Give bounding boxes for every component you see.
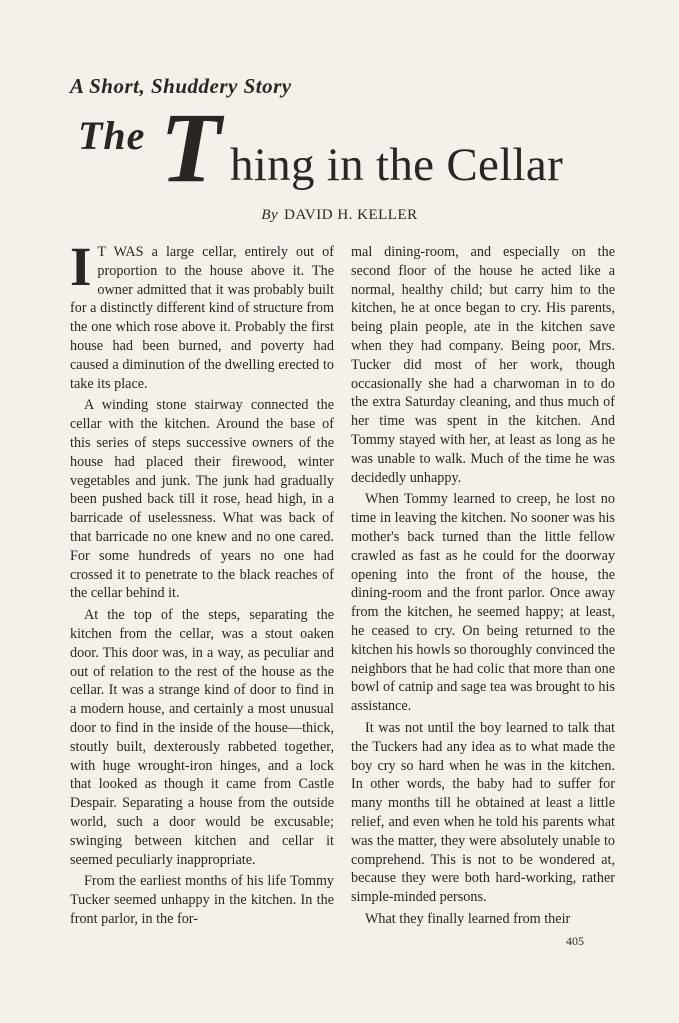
paragraph: From the earliest months of his life Tommy Tucker seemed unhappy in the kitchen. In the front parlor, in the for- <box>70 873 334 927</box>
title-main: hing in the Cellar <box>230 139 564 191</box>
title-initial-letter: T <box>160 92 222 203</box>
paragraph <box>70 236 334 393</box>
right-column <box>351 243 615 929</box>
byline-author: DAVID H. KELLER <box>284 207 418 223</box>
paragraph: What they finally learned from their <box>365 910 571 927</box>
paragraph: mal dining-room, and especially on the second floor of the house he acted like a normal, healthy child; but carry him to the kitchen, he at once began to cry. His parents, being plain people, ate in the kitchen save when they had company. Being poor, Mrs. Tucker did most of her work, though occasionally she had a charwoman in to do the extra Saturday cleaning, and thus much of her time was spent in the kitchen. And Tommy stayed with her, at least as long as he was unable to walk. Much of the time he was decidedly unhappy. <box>351 244 615 486</box>
byline-by: By <box>261 207 279 223</box>
byline <box>0 207 679 224</box>
story-title <box>74 92 634 204</box>
title-the: The <box>78 113 146 158</box>
left-column <box>70 236 334 929</box>
paragraph-text: T WAS a large cellar, entirely out of proportion to the house above it. The owner admitted that it was probably built for a distinctly different kind of structure from the one which rose above it. Probably the first house had been burned, and poverty had caused a diminution of the dwelling erected to take its place. <box>70 244 334 392</box>
drop-cap: I <box>70 236 92 297</box>
paragraph: At the top of the steps, separating the kitchen from the cellar, was a stout oaken door. This door was, in a way, as peculiar and out of relation to the rest of the house as the cellar. It was a strange kind of door to find in a modern house, and certainly a most unusual door to find in the inside of the house—thick, stoutly built, dexterously rabbeted together, with huge wrought-iron hinges, and a lock that looked as though it came from Castle Despair. Separating a house from the outside world, such a door would be excusable; swinging between kitchen and cellar it seemed peculiarly inappropriate. <box>70 607 334 868</box>
paragraph: When Tommy learned to creep, he lost no time in leaving the kitchen. No sooner was his mother's back turned than the little fellow crawled as fast as he could for the doorway opening into the front of the house, the dining-room and the front parlor. Once away from the kitchen, he seemed happy; at least, he ceased to cry. On being returned to the kitchen his howls so thoroughly convinced the neighbors that he had colic that more than one bowl of catnip and sage tea was brought to his assistance. <box>351 491 616 715</box>
story-kicker: A Short, Shuddery Story <box>70 74 292 98</box>
page-number: 405 <box>566 934 584 948</box>
paragraph: It was not until the boy learned to talk that the Tuckers had any idea as to what made the boy cry so hard when he was in the kitchen. In other words, the baby had to suffer for many months till he obtained at least a little relief, and even when he told his parents what was the matter, they were absolutely unable to comprehend. This is not to be wondered at, because they were both hard-working, rather simple-minded persons. <box>351 719 615 906</box>
paragraph: A winding stone stairway connected the cellar with the kitchen. Around the base of this series of steps successive owners of the house had placed their firewood, winter vegetables and junk. The junk had gradually been pushed back till it rose, head high, in a barricade of uselessness. What was back of that barricade no one knew and no one cared. For some hundreds of years no one had crossed it to penetrate to the black reaches of the cellar behind it. <box>70 397 334 602</box>
